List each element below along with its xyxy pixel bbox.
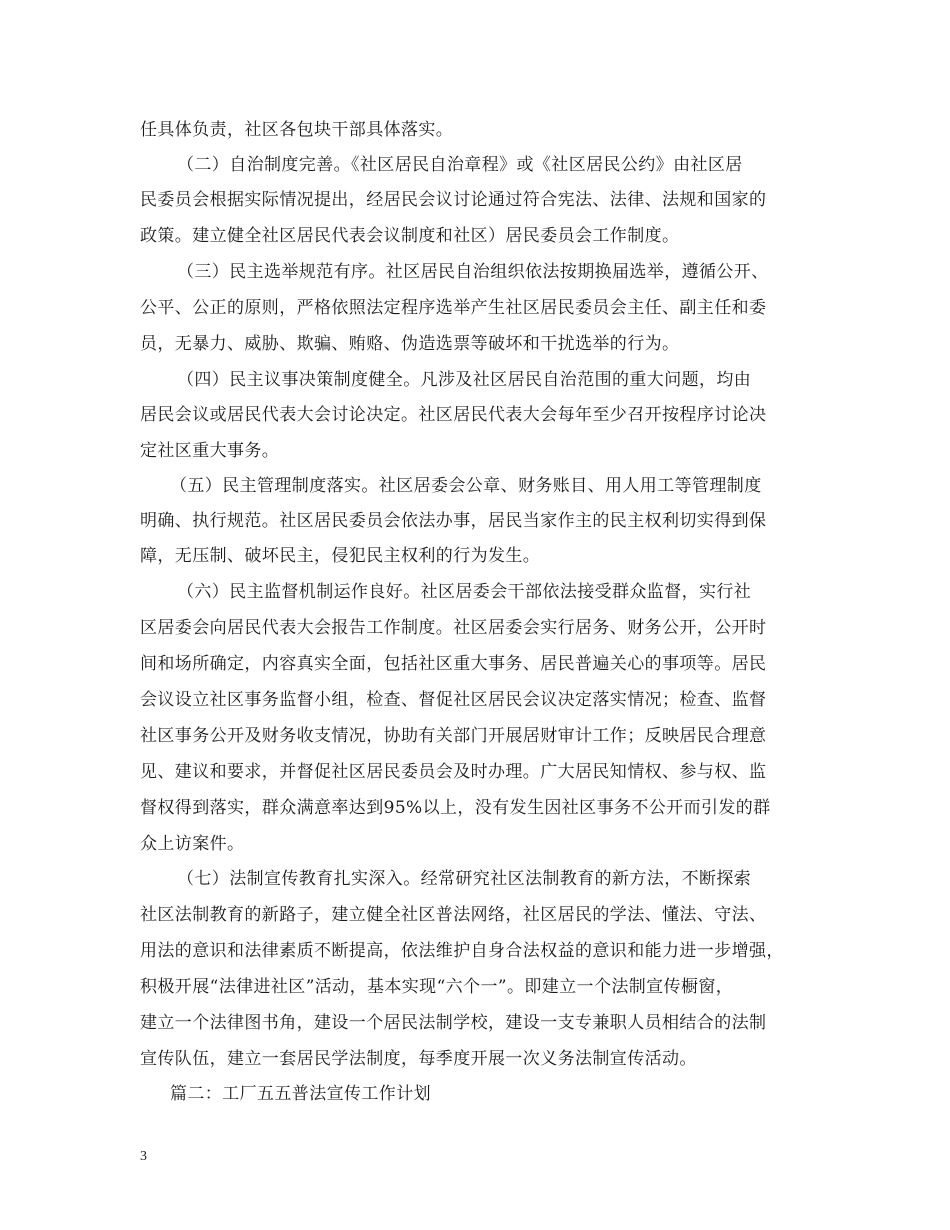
body-text-line: 会议设立社区事务监督小组，检查、督促社区居民会议决定落实情况；检查、监督 <box>140 690 767 710</box>
body-text-line: （六）民主监督机制运作良好。社区居委会干部依法接受群众监督，实行社 <box>177 582 752 602</box>
body-text-line: 任具体负责，社区各包块干部具体落实。 <box>140 120 454 140</box>
body-text-line: 区居委会向居民代表大会报告工作制度。社区居委会实行居务、财务公开，公开时 <box>140 618 767 638</box>
body-text-line: 公平、公正的原则，严格依照法定程序选举产生社区居民委员会主任、副主任和委 <box>140 298 767 318</box>
body-text-line: （二）自治制度完善。《社区居民自治章程》或《社区居民公约》由社区居 <box>177 155 743 175</box>
body-text-line: 员，无暴力、威胁、欺骗、贿赂、伪造选票等破坏和干扰选举的行为。 <box>140 334 680 354</box>
body-text-line: 用法的意识和法律素质不断提高，依法维护自身合法权益的意识和能力进一步增强， <box>140 941 784 961</box>
page-number: 3 <box>140 1149 147 1164</box>
body-text-line: 宣传队伍，建立一套居民学法制度，每季度开展一次义务法制宣传活动。 <box>140 1049 697 1069</box>
body-text-line: 督权得到落实，群众满意率达到95%以上，没有发生因社区事务不公开而引发的群 <box>140 798 771 818</box>
body-text-line: （五）民主管理制度落实。社区居委会公章、财务账目、用人用工等管理制度 <box>170 476 762 496</box>
body-text-line: 明确、执行规范。社区居民委员会依法办事，居民当家作主的民主权利切实得到保 <box>140 511 767 531</box>
body-text-line: 居民会议或居民代表大会讨论决定。社区居民代表大会每年至少召开按程序讨论决 <box>140 405 767 425</box>
body-text-line: 积极开展“法律进社区”活动，基本实现“六个一”。即建立一个法制宣传橱窗， <box>140 977 734 997</box>
body-text-line: 众上访案件。 <box>140 834 245 854</box>
body-text-line: （三）民主选举规范有序。社区居民自治组织依法按期换届选举，遵循公开、 <box>177 262 769 282</box>
body-text-line: （七）法制宣传教育扎实深入。经常研究社区法制教育的新方法，不断探索 <box>177 869 752 889</box>
body-text-line: 社区法制教育的新路子，建立健全社区普法网络，社区居民的学法、懂法、守法、 <box>140 905 767 925</box>
body-text-line: 民委员会根据实际情况提出，经居民会议讨论通过符合宪法、法律、法规和国家的 <box>140 190 767 210</box>
body-text-line: （四）民主议事决策制度健全。凡涉及社区居民自治范围的重大问题，均由 <box>177 370 752 390</box>
body-text-line: 间和场所确定，内容真实全面，包括社区重大事务、居民普遍关心的事项等。居民 <box>140 654 767 674</box>
body-text-line: 定社区重大事务。 <box>140 441 280 461</box>
body-text-line: 社区事务公开及财务收支情况，协助有关部门开展居财审计工作；反映居民合理意 <box>140 726 767 746</box>
body-text-line: 见、建议和要求，并督促社区居民委员会及时办理。广大居民知情权、参与权、监 <box>140 762 767 782</box>
section-heading: 篇二：工厂五五普法宣传工作计划 <box>170 1084 431 1104</box>
body-text-line: 政策。建立健全社区居民代表会议制度和社区）居民委员会工作制度。 <box>140 226 680 246</box>
body-text-line: 建立一个法律图书角，建设一个居民法制学校，建设一支专兼职人员相结合的法制 <box>140 1013 767 1033</box>
body-text-line: 障，无压制、破坏民主，侵犯民主权利的行为发生。 <box>140 546 541 566</box>
